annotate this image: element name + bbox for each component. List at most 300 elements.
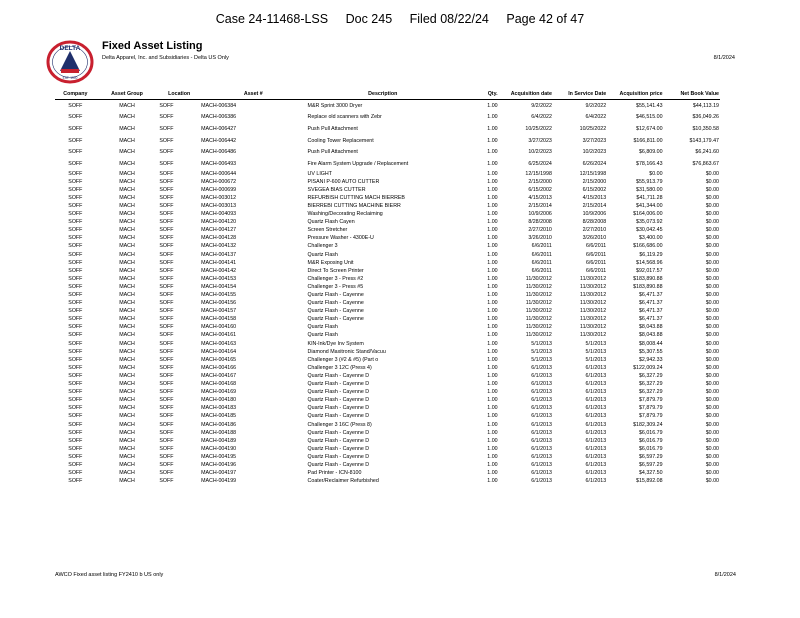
- cell-acquisition-price: $6,471.37: [638, 316, 663, 323]
- cell-acquisition-date: 12/15/1998: [525, 170, 552, 177]
- cell-acquisition-date: 6/1/2013: [531, 453, 552, 460]
- cell-in-service-date: 5/1/2013: [585, 340, 607, 347]
- cell-asset-group: MACH: [119, 421, 135, 428]
- cell-location: SOFF: [159, 114, 174, 121]
- cell-location: SOFF: [159, 461, 174, 468]
- cell-qty: 1.00: [487, 243, 498, 250]
- cell-asset-number: MACH-004132: [201, 243, 237, 250]
- cell-acquisition-date: 6/6/2011: [531, 267, 552, 274]
- cell-asset-number: MACH-004196: [201, 461, 237, 468]
- cell-net-book-value: $76,863.67: [692, 160, 719, 167]
- column-header-acquisition-date: Acquisition date: [499, 88, 553, 100]
- cell-acquisition-date: 6/6/2011: [531, 251, 552, 258]
- cell-acquisition-date: 6/1/2013: [531, 478, 552, 485]
- cell-location: SOFF: [159, 178, 174, 185]
- cell-description: Quartz Flash - Cayenne D: [307, 405, 370, 412]
- cell-asset-number: MACH-006486: [201, 149, 237, 156]
- cell-location: SOFF: [159, 267, 174, 274]
- cell-asset-number: MACH-004190: [201, 445, 237, 452]
- table-row: [55, 226, 720, 234]
- cell-qty: 1.00: [487, 178, 498, 185]
- cell-location: SOFF: [159, 125, 174, 132]
- table-row: [55, 283, 720, 291]
- cell-description: Push Pull Attachment: [307, 149, 358, 156]
- table-row: [55, 267, 720, 275]
- cell-acquisition-date: 6/15/2002: [528, 186, 552, 193]
- cell-acquisition-date: 11/30/2012: [525, 324, 552, 331]
- cell-description: Quartz Flash - Cayenne D: [307, 389, 370, 396]
- cell-description: Quartz Flash: [307, 251, 338, 258]
- footer-date: 8/1/2024: [714, 572, 736, 578]
- cell-qty: 1.00: [487, 364, 498, 371]
- cell-asset-number: MACH-003012: [201, 194, 237, 201]
- cell-net-book-value: $0.00: [705, 364, 719, 371]
- cell-acquisition-date: 6/1/2013: [531, 364, 552, 371]
- cell-net-book-value: $0.00: [705, 429, 719, 436]
- table-row: [55, 251, 720, 259]
- cell-qty: 1.00: [487, 445, 498, 452]
- cell-company: SOFF: [68, 381, 83, 388]
- cell-company: SOFF: [68, 149, 83, 156]
- column-header-asset-group: Asset Group: [96, 88, 159, 100]
- cell-company: SOFF: [68, 137, 83, 144]
- cell-acquisition-date: 6/6/2011: [531, 259, 552, 266]
- cell-net-book-value: $0.00: [705, 227, 719, 234]
- table-row: [55, 146, 720, 158]
- cell-qty: 1.00: [487, 137, 498, 144]
- cell-description: Diamond Maxitronic Stand/Vacuu: [307, 348, 386, 355]
- cell-net-book-value: $0.00: [705, 381, 719, 388]
- cell-net-book-value: $0.00: [705, 300, 719, 307]
- cell-asset-number: MACH-004166: [201, 364, 237, 371]
- cell-acquisition-date: 6/1/2013: [531, 397, 552, 404]
- cell-acquisition-price: $6,471.37: [638, 300, 663, 307]
- logo-established: EST. 1990: [62, 76, 78, 80]
- cell-asset-number: MACH-004120: [201, 219, 237, 226]
- cell-company: SOFF: [68, 421, 83, 428]
- cell-company: SOFF: [68, 470, 83, 477]
- cell-acquisition-price: $5,307.55: [638, 348, 663, 355]
- cell-acquisition-price: $6,016.79: [638, 437, 663, 444]
- cell-asset-number: MACH-000672: [201, 178, 237, 185]
- cell-in-service-date: 12/15/1998: [579, 170, 607, 177]
- cell-asset-number: MACH-004141: [201, 259, 237, 266]
- cell-acquisition-date: 5/1/2013: [531, 340, 552, 347]
- cell-company: SOFF: [68, 202, 83, 209]
- table-row: [55, 340, 720, 348]
- cell-acquisition-price: $41,344.00: [636, 202, 663, 209]
- cell-location: SOFF: [159, 283, 174, 290]
- cell-location: SOFF: [159, 405, 174, 412]
- cell-location: SOFF: [159, 445, 174, 452]
- cell-in-service-date: 6/1/2013: [585, 470, 607, 477]
- cell-net-book-value: $0.00: [705, 275, 719, 282]
- cell-qty: 1.00: [487, 202, 498, 209]
- cell-acquisition-price: $55,141.43: [636, 102, 663, 109]
- cell-in-service-date: 11/30/2012: [580, 275, 607, 282]
- table-row: [55, 396, 720, 404]
- cell-asset-number: MACH-004189: [201, 437, 237, 444]
- cell-description: Quartz Flash - Cayenne: [307, 308, 364, 315]
- table-row: [55, 158, 720, 170]
- cell-asset-number: MACH-004142: [201, 267, 237, 274]
- cell-net-book-value: $0.00: [705, 194, 719, 201]
- cell-acquisition-date: 9/2/2022: [531, 102, 552, 109]
- cell-asset-number: MACH-006384: [201, 102, 237, 109]
- cell-location: SOFF: [159, 211, 174, 218]
- cell-asset-group: MACH: [119, 178, 135, 185]
- cell-asset-number: MACH-004160: [201, 324, 237, 331]
- cell-qty: 1.00: [487, 102, 498, 109]
- cell-acquisition-price: $7,879.79: [638, 413, 663, 420]
- cell-qty: 1.00: [487, 429, 498, 436]
- cell-acquisition-price: $6,471.37: [638, 292, 663, 299]
- cell-qty: 1.00: [487, 300, 498, 307]
- page-number: Page 42 of 47: [506, 12, 585, 26]
- cell-asset-number: MACH-004154: [201, 283, 237, 290]
- cell-asset-group: MACH: [119, 324, 135, 331]
- cell-acquisition-date: 4/15/2013: [528, 194, 552, 201]
- cell-acquisition-price: $8,008.44: [638, 340, 663, 347]
- cell-description: Challenger 3 - Press #2: [307, 275, 364, 282]
- cell-qty: 1.00: [487, 227, 498, 234]
- cell-company: SOFF: [68, 243, 83, 250]
- cell-asset-number: MACH-004183: [201, 405, 237, 412]
- cell-in-service-date: 3/27/2023: [582, 137, 607, 144]
- cell-acquisition-price: $41,711.28: [636, 194, 663, 201]
- cell-company: SOFF: [68, 308, 83, 315]
- cell-acquisition-date: 2/15/2014: [528, 202, 552, 209]
- cell-company: SOFF: [68, 114, 83, 121]
- cell-asset-number: MACH-004163: [201, 340, 237, 347]
- cell-asset-number: MACH-006386: [201, 114, 237, 121]
- cell-net-book-value: $0.00: [705, 340, 719, 347]
- cell-asset-group: MACH: [119, 114, 135, 121]
- cell-acquisition-price: $122,009.24: [633, 364, 663, 371]
- cell-asset-number: MACH-004165: [201, 356, 237, 363]
- cell-in-service-date: 10/25/2022: [579, 125, 607, 132]
- table-row: [55, 437, 720, 445]
- cell-acquisition-date: 11/30/2012: [525, 283, 552, 290]
- cell-net-book-value: $0.00: [705, 478, 719, 485]
- cell-location: SOFF: [159, 243, 174, 250]
- table-row: [55, 356, 720, 364]
- cell-company: SOFF: [68, 170, 83, 177]
- cell-acquisition-price: $182,309.24: [633, 421, 663, 428]
- cell-acquisition-price: $6,327.29: [638, 372, 663, 379]
- cell-qty: 1.00: [487, 461, 498, 468]
- column-header-in-service-date: In Service Date: [553, 88, 607, 100]
- cell-asset-number: MACH-006427: [201, 125, 237, 132]
- cell-location: SOFF: [159, 102, 174, 109]
- cell-in-service-date: 10/9/2006: [582, 211, 607, 218]
- cell-company: SOFF: [68, 186, 83, 193]
- cell-qty: 1.00: [487, 125, 498, 132]
- cell-net-book-value: $0.00: [705, 267, 719, 274]
- cell-qty: 1.00: [487, 114, 498, 121]
- cell-acquisition-date: 6/1/2013: [531, 389, 552, 396]
- cell-asset-number: MACH-004161: [201, 332, 237, 339]
- fixed-asset-table: [55, 88, 720, 485]
- cell-location: SOFF: [159, 235, 174, 242]
- cell-description: Fire Alarm System Upgrade / Replacement: [307, 160, 409, 167]
- cell-description: M&R Exposing Unit: [307, 259, 354, 266]
- cell-net-book-value: $0.00: [705, 461, 719, 468]
- cell-acquisition-date: 6/1/2013: [531, 381, 552, 388]
- cell-net-book-value: $0.00: [705, 348, 719, 355]
- table-row: [55, 218, 720, 226]
- cell-company: SOFF: [68, 397, 83, 404]
- cell-acquisition-price: $15,892.08: [636, 478, 663, 485]
- cell-net-book-value: $0.00: [705, 178, 719, 185]
- cell-location: SOFF: [159, 259, 174, 266]
- cell-net-book-value: $0.00: [705, 211, 719, 218]
- cell-description: Quartz Flash - Cayenne D: [307, 437, 370, 444]
- cell-asset-group: MACH: [119, 364, 135, 371]
- cell-net-book-value: $0.00: [705, 332, 719, 339]
- cell-acquisition-date: 6/1/2013: [531, 405, 552, 412]
- cell-asset-group: MACH: [119, 372, 135, 379]
- cell-asset-group: MACH: [119, 125, 135, 132]
- cell-asset-group: MACH: [119, 413, 135, 420]
- cell-acquisition-date: 8/28/2008: [528, 219, 552, 226]
- cell-location: SOFF: [159, 149, 174, 156]
- cell-net-book-value: $0.00: [705, 421, 719, 428]
- cell-qty: 1.00: [487, 453, 498, 460]
- cell-location: SOFF: [159, 470, 174, 477]
- logo-wordmark: DELTA: [59, 45, 81, 52]
- cell-location: SOFF: [159, 348, 174, 355]
- cell-net-book-value: $0.00: [705, 445, 719, 452]
- cell-asset-number: MACH-004188: [201, 429, 237, 436]
- cell-qty: 1.00: [487, 470, 498, 477]
- report-title: Fixed Asset Listing: [102, 40, 203, 52]
- cell-description: Challenger 3: [307, 243, 338, 250]
- cell-asset-number: MACH-000699: [201, 186, 237, 193]
- cell-company: SOFF: [68, 178, 83, 185]
- cell-company: SOFF: [68, 275, 83, 282]
- cell-in-service-date: 11/30/2012: [580, 332, 607, 339]
- cell-description: REFURBISH CUTTING MACH BIERREB: [307, 194, 405, 201]
- cell-company: SOFF: [68, 372, 83, 379]
- cell-in-service-date: 6/1/2013: [585, 364, 607, 371]
- cell-acquisition-price: $166,686.00: [633, 243, 663, 250]
- cell-acquisition-date: 6/1/2013: [531, 372, 552, 379]
- table-row: [55, 299, 720, 307]
- cell-company: SOFF: [68, 445, 83, 452]
- cell-acquisition-date: 11/30/2012: [525, 316, 552, 323]
- cell-qty: 1.00: [487, 340, 498, 347]
- table-row: [55, 242, 720, 250]
- cell-asset-number: MACH-004180: [201, 397, 237, 404]
- cell-in-service-date: 6/1/2013: [585, 478, 607, 485]
- cell-description: Challenger 3 12C (Press 4): [307, 364, 372, 371]
- cell-qty: 1.00: [487, 437, 498, 444]
- cell-location: SOFF: [159, 202, 174, 209]
- cell-company: SOFF: [68, 478, 83, 485]
- cell-description: Quartz Flash Cayen: [307, 219, 355, 226]
- cell-asset-group: MACH: [119, 453, 135, 460]
- cell-asset-group: MACH: [119, 445, 135, 452]
- cell-qty: 1.00: [487, 211, 498, 218]
- cell-company: SOFF: [68, 102, 83, 109]
- table-row: [55, 307, 720, 315]
- cell-acquisition-price: $35,073.92: [636, 219, 663, 226]
- cell-description: SVEGEA BIAS CUTTER: [307, 186, 366, 193]
- cell-net-book-value: $0.00: [705, 186, 719, 193]
- cell-asset-number: MACH-000644: [201, 170, 237, 177]
- cell-acquisition-date: 2/27/2010: [528, 227, 552, 234]
- cell-qty: 1.00: [487, 381, 498, 388]
- cell-description: BIERREBI CUTTING MACHINE BIERR: [307, 202, 401, 209]
- cell-location: SOFF: [159, 413, 174, 420]
- cell-qty: 1.00: [487, 316, 498, 323]
- table-row: [55, 331, 720, 339]
- table-row: [55, 445, 720, 453]
- table-row: [55, 372, 720, 380]
- cell-in-service-date: 6/15/2002: [582, 186, 607, 193]
- cell-net-book-value: $0.00: [705, 219, 719, 226]
- cell-qty: 1.00: [487, 186, 498, 193]
- cell-in-service-date: 11/30/2012: [580, 283, 607, 290]
- cell-asset-number: MACH-004164: [201, 348, 237, 355]
- cell-acquisition-date: 6/6/2011: [531, 243, 552, 250]
- table-row: [55, 461, 720, 469]
- cell-asset-group: MACH: [119, 102, 135, 109]
- cell-qty: 1.00: [487, 267, 498, 274]
- cell-net-book-value: $0.00: [705, 308, 719, 315]
- table-row: [55, 100, 720, 112]
- cell-asset-group: MACH: [119, 267, 135, 274]
- cell-qty: 1.00: [487, 397, 498, 404]
- cell-company: SOFF: [68, 125, 83, 132]
- cell-in-service-date: 6/1/2013: [585, 461, 607, 468]
- cell-asset-group: MACH: [119, 137, 135, 144]
- cell-qty: 1.00: [487, 478, 498, 485]
- cell-net-book-value: $0.00: [705, 324, 719, 331]
- cell-acquisition-date: 10/2/2023: [528, 149, 552, 156]
- cell-acquisition-date: 3/26/2010: [528, 235, 552, 242]
- column-header-company: Company: [55, 88, 96, 100]
- cell-asset-group: MACH: [119, 259, 135, 266]
- cell-acquisition-date: 11/30/2012: [525, 332, 552, 339]
- report-subtitle: Delta Apparel, Inc. and Subsidiaries - Delta US Only: [102, 55, 229, 61]
- cell-qty: 1.00: [487, 194, 498, 201]
- cell-location: SOFF: [159, 160, 174, 167]
- cell-description: Quartz Flash - Cayenne D: [307, 397, 370, 404]
- cell-company: SOFF: [68, 332, 83, 339]
- cell-qty: 1.00: [487, 160, 498, 167]
- cell-asset-group: MACH: [119, 235, 135, 242]
- cell-asset-number: MACH-006493: [201, 160, 237, 167]
- cell-in-service-date: 6/1/2013: [585, 445, 607, 452]
- cell-in-service-date: 4/15/2013: [582, 194, 607, 201]
- cell-asset-number: MACH-004169: [201, 389, 237, 396]
- cell-qty: 1.00: [487, 170, 498, 177]
- cell-location: SOFF: [159, 397, 174, 404]
- cell-asset-number: MACH-004157: [201, 308, 237, 315]
- cell-net-book-value: $0.00: [705, 356, 719, 363]
- cell-net-book-value: $0.00: [705, 243, 719, 250]
- cell-description: M&R Sprint 3000 Dryer: [307, 102, 363, 109]
- cell-in-service-date: 2/15/2014: [582, 202, 607, 209]
- cell-in-service-date: 6/1/2013: [585, 389, 607, 396]
- cell-qty: 1.00: [487, 283, 498, 290]
- cell-acquisition-price: $166,811.00: [633, 137, 663, 144]
- cell-asset-number: MACH-004195: [201, 453, 237, 460]
- table-row: [55, 477, 720, 485]
- cell-asset-group: MACH: [119, 275, 135, 282]
- cell-qty: 1.00: [487, 259, 498, 266]
- cell-location: SOFF: [159, 340, 174, 347]
- cell-asset-number: MACH-004199: [201, 478, 237, 485]
- column-header-asset-number: Asset #: [200, 88, 306, 100]
- cell-acquisition-date: 6/1/2013: [531, 470, 552, 477]
- cell-acquisition-date: 6/1/2013: [531, 429, 552, 436]
- cell-qty: 1.00: [487, 421, 498, 428]
- cell-in-service-date: 6/1/2013: [585, 405, 607, 412]
- cell-location: SOFF: [159, 453, 174, 460]
- cell-in-service-date: 9/2/2022: [585, 102, 607, 109]
- cell-net-book-value: $0.00: [705, 453, 719, 460]
- cell-in-service-date: 6/4/2022: [585, 114, 607, 121]
- cell-qty: 1.00: [487, 372, 498, 379]
- cell-asset-number: MACH-003013: [201, 202, 237, 209]
- cell-description: Quartz Flash - Cayenne D: [307, 381, 370, 388]
- cell-description: Quartz Flash: [307, 324, 338, 331]
- cell-description: Quartz Flash - Cayenne D: [307, 461, 370, 468]
- table-row: [55, 123, 720, 135]
- cell-acquisition-price: $6,597.29: [638, 453, 663, 460]
- cell-in-service-date: 6/6/2011: [585, 251, 607, 258]
- cell-asset-group: MACH: [119, 397, 135, 404]
- table-row: [55, 194, 720, 202]
- cell-acquisition-date: 6/1/2013: [531, 413, 552, 420]
- cell-location: SOFF: [159, 389, 174, 396]
- table-row: [55, 380, 720, 388]
- cell-company: SOFF: [68, 316, 83, 323]
- cell-acquisition-date: 11/30/2012: [525, 308, 552, 315]
- cell-description: Quartz Flash - Cayenne: [307, 292, 364, 299]
- cell-asset-group: MACH: [119, 243, 135, 250]
- cell-in-service-date: 2/15/2000: [582, 178, 607, 185]
- filed-date: Filed 08/22/24: [409, 12, 489, 26]
- cell-in-service-date: 3/26/2010: [582, 235, 607, 242]
- cell-asset-group: MACH: [119, 316, 135, 323]
- table-row: [55, 275, 720, 283]
- cell-asset-group: MACH: [119, 332, 135, 339]
- cell-description: Challenger 3 (#2 & #5) (Part o: [307, 356, 379, 363]
- cell-company: SOFF: [68, 259, 83, 266]
- court-filing-header: [0, 12, 800, 26]
- cell-net-book-value: $0.00: [705, 397, 719, 404]
- cell-location: SOFF: [159, 227, 174, 234]
- cell-net-book-value: $0.00: [705, 437, 719, 444]
- cell-asset-group: MACH: [119, 283, 135, 290]
- cell-asset-group: MACH: [119, 348, 135, 355]
- cell-net-book-value: $0.00: [705, 259, 719, 266]
- cell-asset-number: MACH-004186: [201, 421, 237, 428]
- cell-company: SOFF: [68, 429, 83, 436]
- cell-description: Quartz Flash - Cayenne D: [307, 429, 370, 436]
- cell-location: SOFF: [159, 275, 174, 282]
- cell-in-service-date: 5/1/2013: [585, 348, 607, 355]
- cell-description: Challenger 3 16C (Press 8): [307, 421, 372, 428]
- cell-acquisition-date: 11/30/2012: [525, 300, 552, 307]
- cell-company: SOFF: [68, 211, 83, 218]
- cell-acquisition-price: $6,597.29: [638, 461, 663, 468]
- cell-qty: 1.00: [487, 389, 498, 396]
